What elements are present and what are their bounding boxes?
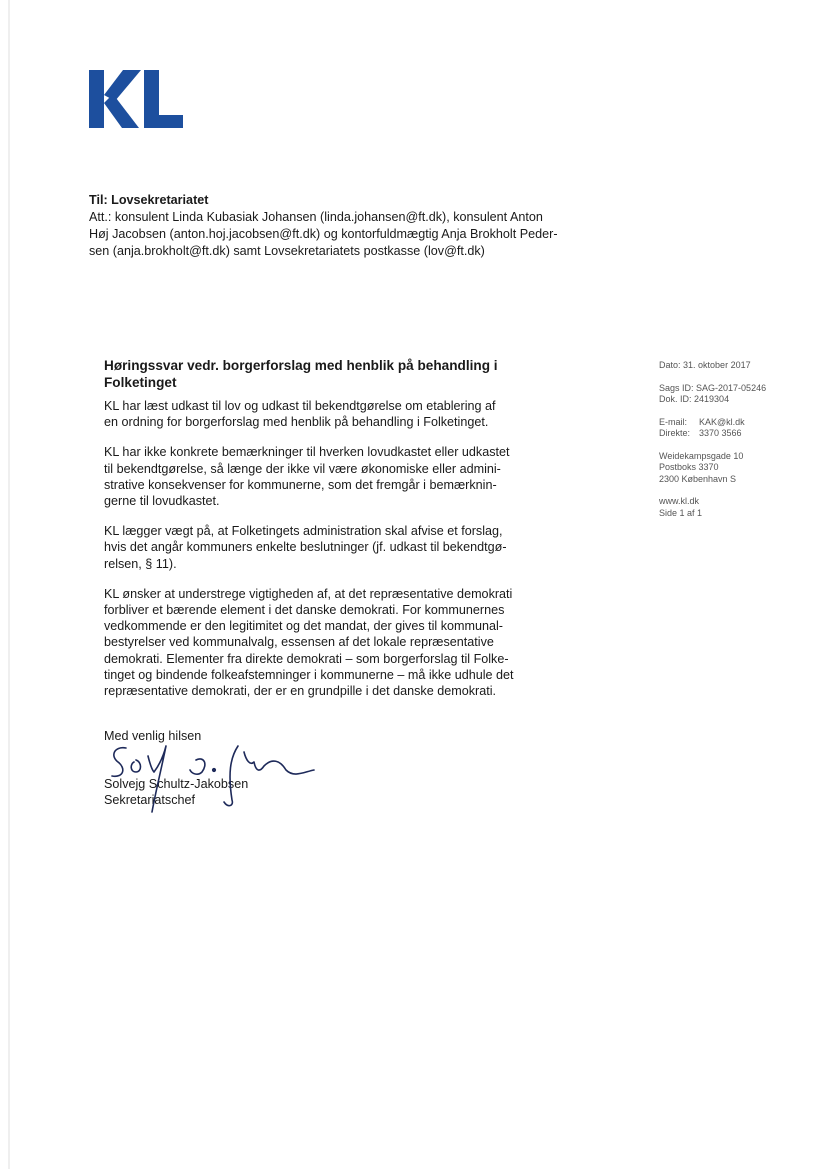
body-paragraph [104,523,544,572]
email-label: E-mail: [659,416,688,427]
body-line: repræsentative demokrati, der er en grundpille i det danske demokrati. [104,684,497,699]
body-line: til bekendtgørelse, så længe der ikke vil være økonomiske eller admini- [104,461,501,476]
signer-name: Solvejg Schultz-Jakobsen [104,777,249,791]
body-line: tinget og bindende folkeafstemninger i kommunerne – må ikke udhule det [104,667,514,682]
subject-line: Folketinget [104,375,177,390]
date-label: Dato: [659,360,681,370]
letter-body [104,398,544,713]
letter-metadata [659,360,809,530]
closing-greeting: Med venlig hilsen [104,729,202,743]
body-line: vedkommende er den legitimitet og det mandat, der gives til kommunal- [104,619,503,634]
body-line: gerne til lovudkastet. [104,494,220,509]
letter-subject [104,357,544,391]
direkte-row [659,428,809,440]
scan-edge [8,0,10,1169]
address-line: Weidekampsgade 10 [659,450,744,461]
body-line: KL ønsker at understrege vigtigheden af, at det repræsentative demokrati [104,586,513,601]
sags-id-row [659,383,809,395]
email-value: KAK@kl.dk [699,416,745,427]
body-line: relsen, § 11). [104,556,177,571]
recipient-line: Att.: konsulent Linda Kubasiak Johansen (linda.johansen@ft.dk), konsulent Anton [89,210,543,224]
recipient-to: Til: Lovsekretariatet [89,193,209,207]
body-line: strative konsekvenser for kommunerne, som det fremgår i bemærknin- [104,477,497,492]
recipient-line: Høj Jacobsen (anton.hoj.jacobsen@ft.dk) og kontorfuldmægtig Anja Brokholt Peder- [89,227,558,241]
kl-logo [89,70,183,128]
dok-id-value: 2419304 [694,394,730,404]
body-line: KL har ikke konkrete bemærkninger til hverken lovudkastet eller udkastet [104,445,510,460]
body-paragraph [104,586,544,699]
body-line: forbliver et bærende element i det danske demokrati. For kommunernes [104,603,505,618]
subject-line: Høringssvar vedr. borgerforslag med henblik på behandling i [104,358,498,373]
body-line: KL har læst udkast til lov og udkast til bekendtgørelse om etablering af [104,399,496,413]
date-row [659,360,809,372]
body-line: hvis det angår kommuners enkelte beslutninger (jf. udkast til bekendtgø- [104,540,507,555]
direkte-label: Direkte: [659,428,691,438]
address-line: Postboks 3370 [659,462,719,472]
body-line: KL lægger vægt på, at Folketingets administration skal afvise et forslag, [104,524,503,539]
handwritten-signature [104,742,324,814]
website-link[interactable]: www.kl.dk [659,496,700,506]
body-line: en ordning for borgerforslag med henblik på behandling i Folketinget. [104,415,489,430]
sags-id-value: SAG-2017-05246 [696,382,767,393]
dok-id-label: Dok. ID: [659,394,692,404]
recipient-block [89,192,629,260]
direkte-value: 3370 3566 [699,428,742,438]
body-line: demokrati. Elementer fra direkte demokrati – som borgerforslag til Folke- [104,651,509,666]
dok-id-row [659,394,809,406]
body-paragraph [104,398,544,430]
page-number: Side 1 af 1 [659,507,703,518]
recipient-line: sen (anja.brokholt@ft.dk) samt Lovsekretariatets postkasse (lov@ft.dk) [89,244,485,258]
email-row [659,417,809,429]
sags-id-label: Sags ID: [659,382,694,393]
address-line: 2300 København S [659,473,737,484]
date-value: 31. oktober 2017 [683,360,751,370]
body-paragraph [104,444,544,509]
signer-title: Sekretariatschef [104,793,195,807]
body-line: bestyrelser ved kommunalvalg, essensen af det lokale repræsentative [104,635,494,650]
